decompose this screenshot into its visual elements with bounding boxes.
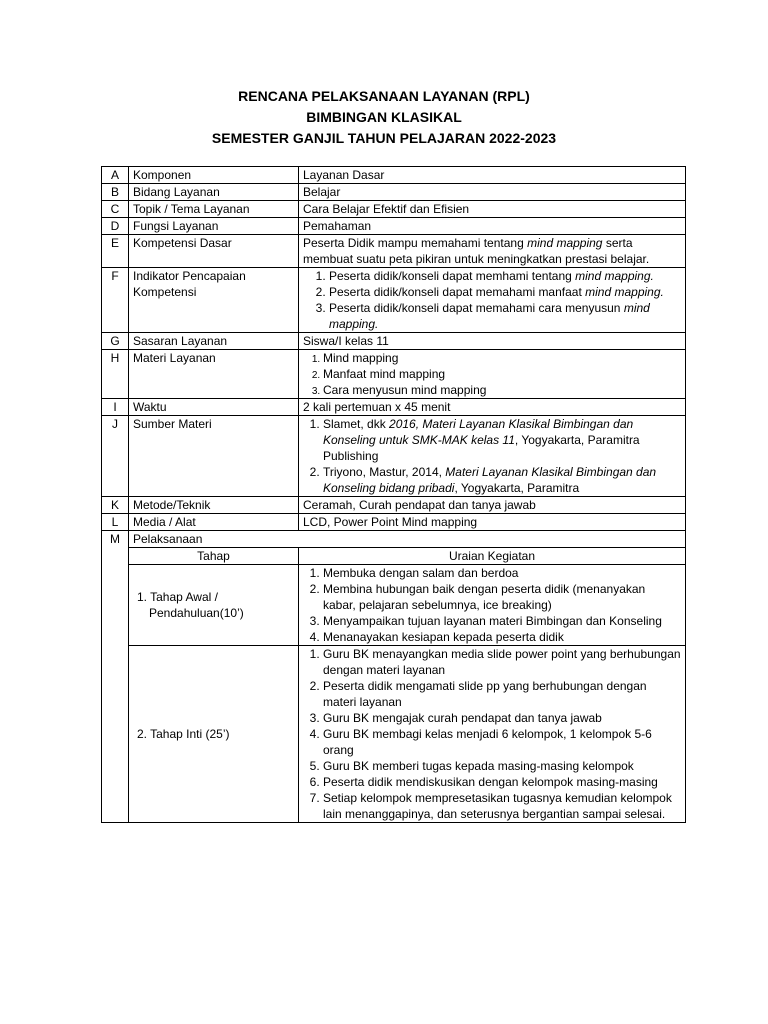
list-item [323,464,681,496]
row-code: G [102,333,129,350]
item-text: , Yogyakarta, Paramitra [454,481,580,495]
row-a [102,167,686,184]
value-text: serta membuat suatu peta pikiran untuk meningkatkan prestasi belajar. [303,236,650,266]
row-h [102,350,686,399]
row-label: Sumber Materi [129,416,299,497]
row-code: L [102,514,129,531]
tahap-awal-activities [299,565,686,646]
list-item: 4. Menanayakan kesiapan kepada peserta didik [323,629,681,645]
row-code: J [102,416,129,497]
tahap-inti-row [102,646,686,823]
item-emphasis: mind mapping. [585,285,664,299]
tahap-line: Pendahuluan(10’) [149,606,244,620]
row-value: Cara Belajar Efektif dan Efisien [299,201,686,218]
item-text: Peserta didik/konseli dapat memhami tentang [329,269,576,283]
row-value: LCD, Power Point Mind mapping [299,514,686,531]
row-k [102,497,686,514]
row-label: Pelaksanaan [129,531,686,548]
title-line-1: RENCANA PELAKSANAAN LAYANAN (RPL) [238,88,530,104]
row-label: Metode/Teknik [129,497,299,514]
value-text: Peserta Didik mampu memahami tentang [303,236,528,250]
list-item: 4. Guru BK membagi kelas menjadi 6 kelompok, 1 kelompok 5-6 orang [323,726,681,758]
list-item: 3. Menyampaikan tujuan layanan materi Bimbingan dan Konseling [323,613,681,629]
item-emphasis: mind mapping. [575,269,654,283]
materi-list [303,350,681,398]
list-item [329,268,681,284]
title-line-2: BIMBINGAN KLASIKAL [306,109,462,125]
row-value: Ceramah, Curah pendapat dan tanya jawab [299,497,686,514]
row-m [102,531,686,548]
row-code: F [102,268,129,333]
list-item: 1. Membuka dengan salam dan berdoa [323,565,681,581]
row-label: Sasaran Layanan [129,333,299,350]
row-g [102,333,686,350]
item-emphasis: Materi Layanan Klasikal Bimbingan dan Konseling bidang pribadi [323,465,657,495]
row-code: K [102,497,129,514]
row-value: Layanan Dasar [299,167,686,184]
row-value [299,416,686,497]
item-emphasis: 2016, Materi Layanan Klasikal Bimbingan dan Konseling untuk SMK-MAK kelas 11 [323,417,634,447]
row-label: Media / Alat [129,514,299,531]
list-item: 2. Manfaat mind mapping [323,366,681,382]
tahap-awal-label [129,565,299,646]
list-item: 5. Guru BK memberi tugas kepada masing-masing kelompok [323,758,681,774]
row-b [102,184,686,201]
item-text: Slamet, dkk [323,417,390,431]
activity-list [303,565,681,645]
row-l [102,514,686,531]
rpl-table [101,166,686,823]
document-title-block [0,86,768,149]
row-label: Topik / Tema Layanan [129,201,299,218]
pelaksanaan-header-row [102,548,686,565]
row-code: M [102,531,129,823]
row-code: B [102,184,129,201]
row-i [102,399,686,416]
row-f [102,268,686,333]
row-d [102,218,686,235]
row-value [299,350,686,399]
row-label: Fungsi Layanan [129,218,299,235]
item-text: , Yogyakarta, Paramitra Publishing [323,433,640,463]
col-header-tahap: Tahap [129,548,299,565]
item-text: Triyono, Mastur, 2014, [323,465,446,479]
list-item: 2. Peserta didik mengamati slide pp yang berhubungan dengan materi layanan [323,678,681,710]
row-code: A [102,167,129,184]
row-label: Bidang Layanan [129,184,299,201]
row-code: D [102,218,129,235]
row-e [102,235,686,268]
item-text: Peserta didik/konseli dapat memahami cara menyusun [329,301,624,315]
list-item: 3. Guru BK mengajak curah pendapat dan tanya jawab [323,710,681,726]
row-code: I [102,399,129,416]
row-c [102,201,686,218]
list-item [329,284,681,300]
row-label: Waktu [129,399,299,416]
list-item: 1. Guru BK menayangkan media slide power point yang berhubungan dengan materi layanan [323,646,681,678]
tahap-line: 1. Tahap Awal / [137,590,218,604]
row-code: C [102,201,129,218]
item-emphasis: mind mapping. [329,301,650,331]
row-label: Kompetensi Dasar [129,235,299,268]
label-line: Kompetensi [133,285,197,299]
row-label: Komponen [129,167,299,184]
list-item: 1. Mind mapping [323,350,681,366]
row-value: 2 kali pertemuan x 45 menit [299,399,686,416]
row-value: Belajar [299,184,686,201]
activity-list [303,646,681,822]
tahap-line: 2. Tahap Inti (25’) [137,727,230,741]
row-label: Materi Layanan [129,350,299,399]
list-item: 7. Setiap kelompok mempresetasikan tugasnya kemudian kelompok lain menanggapinya, dan seterusnya bergantian sampai selesai. [323,790,681,822]
list-item: 3. Cara menyusun mind mapping [323,382,681,398]
row-j [102,416,686,497]
label-line: Indikator Pencapaian [133,269,246,283]
row-value: Pemahaman [299,218,686,235]
list-item [329,300,681,332]
tahap-inti-label [129,646,299,823]
tahap-inti-activities [299,646,686,823]
item-text: Peserta didik/konseli dapat memahami manfaat [329,285,586,299]
tahap-awal-row [102,565,686,646]
row-value [299,235,686,268]
list-item [323,416,681,464]
list-item: 2. Membina hubungan baik dengan peserta didik (menanyakan kabar, pelajaran sebelumnya, ice breaking) [323,581,681,613]
row-code: E [102,235,129,268]
row-label [129,268,299,333]
col-header-uraian: Uraian Kegiatan [299,548,686,565]
row-code: H [102,350,129,399]
value-emphasis: mind mapping [527,236,603,250]
sumber-list [303,416,681,496]
list-item: 6. Peserta didik mendiskusikan dengan kelompok masing-masing [323,774,681,790]
indicator-list [303,268,681,332]
title-line-3: SEMESTER GANJIL TAHUN PELAJARAN 2022-2023 [211,130,557,146]
row-value [299,268,686,333]
row-value: Siswa/I kelas 11 [299,333,686,350]
